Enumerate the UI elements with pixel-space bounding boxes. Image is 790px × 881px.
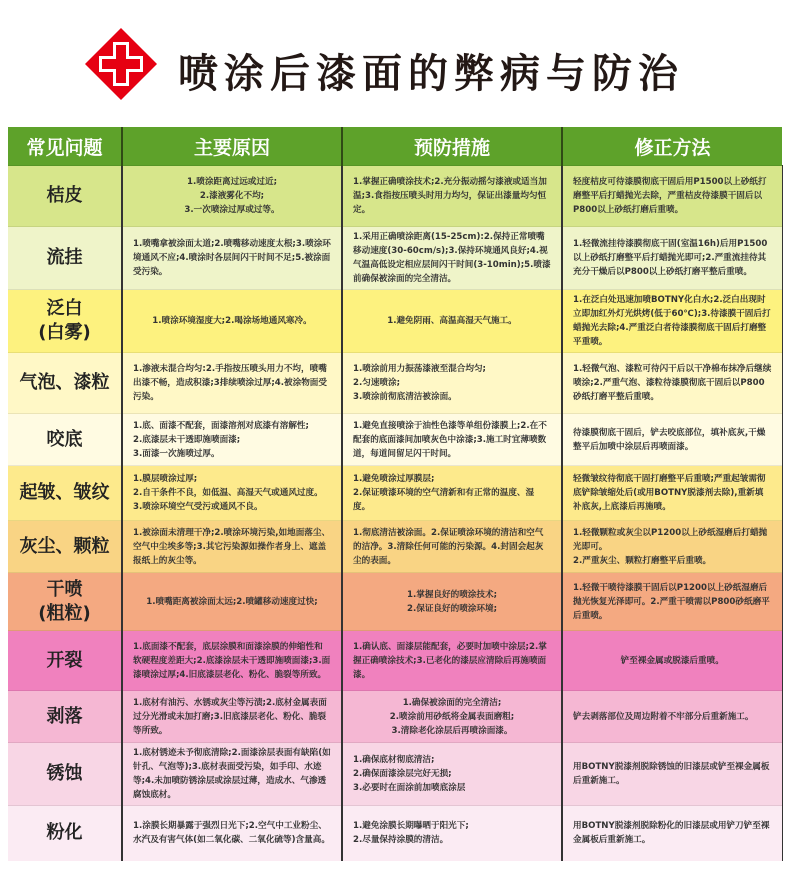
issue-label: 开裂 — [8, 631, 122, 691]
table-row — [8, 691, 782, 743]
cause-cell: 1.喷嘴距离被涂面太远;2.喷罐移动速度过快; — [122, 573, 342, 631]
column-header-issue: 常见问题 — [8, 127, 122, 166]
issue-label: 咬底 — [8, 414, 122, 466]
fix-cell: 1.轻微颗粒或灰尘以P1200以上砂纸湿磨后打蜡抛光即可。 2.严重灰尘、颗粒打磨整平后重喷。 — [562, 521, 782, 573]
table-row — [8, 353, 782, 414]
prevention-cell: 1.确保被涂面的完全清洁; 2.喷涂前用砂纸将金属表面磨粗; 3.清除老化涂层后再喷涂面漆。 — [342, 691, 562, 743]
issue-label: 灰尘、颗粒 — [8, 521, 122, 573]
issue-label: 起皱、皱纹 — [8, 466, 122, 521]
table-row — [8, 631, 782, 691]
cause-cell: 1.喷嘴拿被涂面太道;2.喷嘴移动速度太根;3.喷涂环境通风不应;4.喷涂时各层间闪干时间不足;5.被涂面受污染。 — [122, 227, 342, 290]
fix-cell: 1.在泛白处迅速加喷BOTNY化白水;2.泛白出现时立即加红外灯光烘烤(低于60℃);3.待漆膜干固后打蜡抛光去除;4.严重泛白者待漆膜彻底干固后打磨整平重喷。 — [562, 290, 782, 353]
fix-cell: 待漆膜彻底干固后，铲去咬底部位，填补底灰,干燥整平后加喷中涂层后再喷面漆。 — [562, 414, 782, 466]
page-header — [0, 22, 790, 112]
issue-label: 锈蚀 — [8, 743, 122, 806]
fix-cell: 轻度桔皮可待漆膜彻底干固后用P1500以上砂纸打磨整平后打蜡抛光去除，严重桔皮待漆膜干固后以P800以上砂纸打磨后重喷。 — [562, 166, 782, 227]
column-header-cause: 主要原因 — [122, 127, 342, 166]
issue-label: 流挂 — [8, 227, 122, 290]
table-row — [8, 290, 782, 353]
fix-cell: 铲至裸金属或脱漆后重喷。 — [562, 631, 782, 691]
table-row — [8, 806, 782, 861]
page-title: 喷涂后漆面的弊病与防治 — [178, 51, 684, 97]
table-row — [8, 414, 782, 466]
cause-cell: 1.膜层喷涂过厚; 2.自干条件不良，如低温、高湿天气或通风过度。 3.喷涂环境空气受污或通风不良。 — [122, 466, 342, 521]
issue-label: 桔皮 — [8, 166, 122, 227]
issue-label: 干喷 (粗粒) — [8, 573, 122, 631]
cause-cell: 1.喷涂环境湿度大;2.喝涂场地通风寒冷。 — [122, 290, 342, 353]
fix-cell: 轻微皱纹待彻底干固打磨整平后重喷;严重起皱需彻底铲除皱缩处后(或用BOTNY脱漆剂去除),重新填补底灰,上底漆后再施喷。 — [562, 466, 782, 521]
prevention-cell: 1.避免直接喷涂于油性色漆等单组份漆膜上;2.在不配套的底面漆间加喷灰色中涂漆;3.施工时宜薄喷数道，每道间留足闪干时间。 — [342, 414, 562, 466]
table-row — [8, 573, 782, 631]
prevention-cell: 1.掌握良好的喷涂技术; 2.保证良好的喷涂环境; — [342, 573, 562, 631]
cause-cell: 1.涂膜长期暴露于强烈日光下;2.空气中工业粉尘、水汽及有害气体(如二氧化碳、二氧化硫等)含量高。 — [122, 806, 342, 861]
table-row — [8, 466, 782, 521]
defects-table — [8, 127, 783, 861]
column-header-prevention: 预防措施 — [342, 127, 562, 166]
table-row — [8, 743, 782, 806]
prevention-cell: 1.避免阴雨、高温高湿天气施工。 — [342, 290, 562, 353]
fix-cell: 用BOTNY脱漆剂脱除锈蚀的旧漆层或铲至裸金属板后重新施工。 — [562, 743, 782, 806]
cause-cell: 1.底材锈迹未予彻底清除;2.面漆涂层表面有缺陷(如针孔、气泡等);3.底材表面受污染，如手印、水迹等;4.未加喷防锈涂层或涂层过薄，造成水、气渗透腐蚀底材。 — [122, 743, 342, 806]
cause-cell: 1.底材有油污、水锈或灰尘等污渍;2.底材金属表面过分光滑或未加打磨;3.旧底漆层老化、粉化、脆裂等所致。 — [122, 691, 342, 743]
table-row — [8, 166, 782, 227]
prevention-cell: 1.确认底、面漆层能配套，必要时加喷中涂层;2.掌握正确喷涂技术;3.已老化的漆层应清除后再施喷面漆。 — [342, 631, 562, 691]
cause-cell: 1.底面漆不配套，底层涂膜和面漆涂膜的伸缩性和软硬程度差距大;2.底漆涂层未干透即施喷面漆;3.面漆喷涂过厚;4.旧底漆层老化、粉化、脆裂等所致。 — [122, 631, 342, 691]
prevention-cell: 1.避免涂膜长期曝晒于阳光下; 2.尽量保持涂膜的清洁。 — [342, 806, 562, 861]
prevention-cell: 1.避免喷涂过厚膜层; 2.保证喷漆环境的空气清新和有正常的温度、湿度。 — [342, 466, 562, 521]
cause-cell: 1.渗液未混合均匀:2.手指按压喷头用力不均，喷嘴出漆不畅，造成积漆;3排续喷涂过厚;4.被涂物面受污染。 — [122, 353, 342, 414]
fix-cell: 铲去剥落部位及周边附着不牢部分后重新施工。 — [562, 691, 782, 743]
prevention-cell: 1.喷涂前用力振荡漆液至混合均匀; 2.匀速喷涂; 3.喷涂前彻底清洁被涂面。 — [342, 353, 562, 414]
issue-label: 气泡、漆粒 — [8, 353, 122, 414]
fix-cell: 1.轻微气泡、漆粒可待闪干后以干净棉布抹净后继续喷涂;2.严重气泡、漆粒待漆膜彻底干固后以P800砂纸打磨平整后重喷。 — [562, 353, 782, 414]
table-row — [8, 521, 782, 573]
issue-label: 粉化 — [8, 806, 122, 861]
issue-label: 剥落 — [8, 691, 122, 743]
prevention-cell: 1.确保底材彻底清洁; 2.确保面漆涂层完好无损; 3.必要时在面涂前加喷底涂层 — [342, 743, 562, 806]
table-header-row — [8, 127, 782, 166]
prevention-cell: 1.彻底清洁被涂面。2.保证喷涂环境的清洁和空气的洁净。3.清除任何可能的污染源。4.封固会起灰尘的表面。 — [342, 521, 562, 573]
cause-cell: 1.喷涂距离过远或过近; 2.漆液雾化不均; 3.一次喷涂过厚或过等。 — [122, 166, 342, 227]
table-row — [8, 227, 782, 290]
prevention-cell: 1.采用正确喷涂距离(15-25cm):2.保持正常喷嘴移动速度(30-60cm/s);3.保持环境通风良好;4.视气温高低设定相应层间闪干时间(3-10min);5.喷漆前确保被涂面的完全清洁。 — [342, 227, 562, 290]
cause-cell: 1.被涂面未清理干净;2.喷涂环境污染,如地面落尘、空气中尘埃多等;3.其它污染源如操作者身上、遮盖报纸上的灰尘等。 — [122, 521, 342, 573]
red-cross-icon — [85, 28, 157, 100]
fix-cell: 1.轻微干喷待漆膜干固后以P1200以上砂纸湿磨后抛光恢复光泽即可。2.严重干喷需以P800砂纸磨平后重喷。 — [562, 573, 782, 631]
fix-cell: 用BOTNY脱漆剂脱除粉化的旧漆层或用铲刀铲至裸金属板后重新施工。 — [562, 806, 782, 861]
fix-cell: 1.轻微流挂待漆膜彻底干固(室温16h)后用P1500以上砂纸打磨整平后打蜡抛光即可;2.严重流挂待其充分干燥后以P800以上砂纸打磨平整后重喷。 — [562, 227, 782, 290]
cause-cell: 1.底、面漆不配套，面漆溶剂对底漆有溶解性; 2.底漆层未干透即施喷面漆; 3.面漆一次施喷过厚。 — [122, 414, 342, 466]
prevention-cell: 1.掌握正确喷涂技术;2.充分振动摇匀漆液或适当加温;3.食指按压喷头时用力均匀，保证出漆量均匀恒定。 — [342, 166, 562, 227]
column-header-fix: 修正方法 — [562, 127, 782, 166]
issue-label: 泛白 (白雾) — [8, 290, 122, 353]
